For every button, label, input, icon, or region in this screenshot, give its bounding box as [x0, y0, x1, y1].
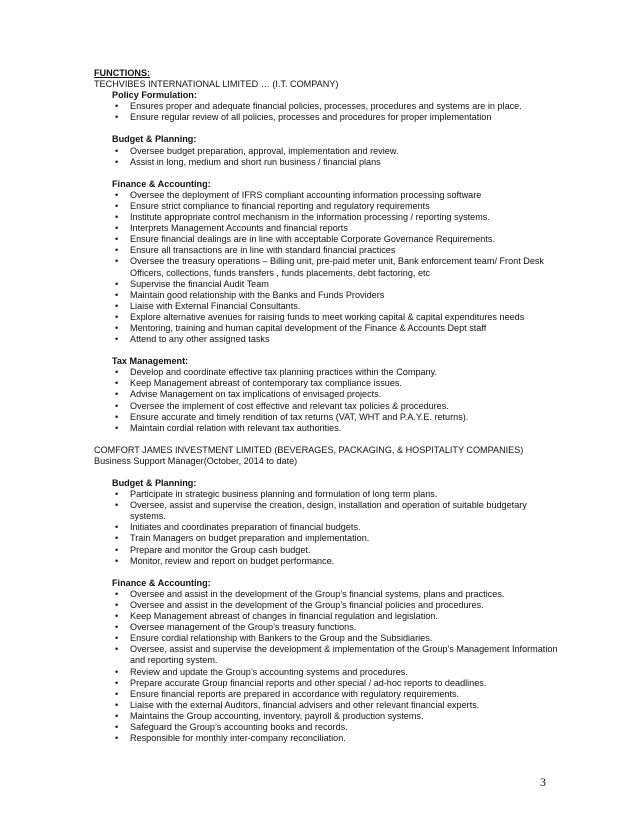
bullet-item: • Ensure financial reports are prepared in accordance with regulatory requirements.: [112, 689, 564, 700]
c1-finance-section: [112, 179, 564, 345]
bullet-item: • Keep Management abreast of changes in financial regulation and legislation.: [112, 611, 564, 622]
bullet-item: • Keep Management abreast of contemporary tax compliance issues.: [112, 378, 564, 389]
company2-role: Business Support Manager(October, 2014 to date): [94, 455, 298, 466]
bullet-item: • Liaise with the external Auditors, financial advisers and other relevant financial experts.: [112, 700, 564, 711]
page-number: 3: [540, 775, 546, 789]
c1-tax-section: [112, 356, 564, 434]
bullet-list: [112, 589, 564, 744]
bullet-item: • Prepare accurate Group financial reports and other special / ad-hoc reports to deadlines.: [112, 678, 564, 689]
bullet-item: • Interprets Management Accounts and financial reports: [112, 223, 564, 234]
bullet-item: • Ensure strict compliance to financial reporting and regulatory requirements: [112, 201, 564, 212]
bullet-item: • Oversee the deployment of IFRS compliant accounting information processing software: [112, 190, 564, 201]
bullet-item: • Liaise with External Financial Consultants.: [112, 301, 564, 312]
document-page: [94, 68, 564, 744]
bullet-item: • Ensure financial dealings are in line with acceptable Corporate Governance Requirements.: [112, 234, 564, 245]
bullet-item: • Oversee, assist and supervise the creation, design, installation and operation of suitable budgetary systems.: [112, 500, 564, 522]
bullet-item: • Train Managers on budget preparation and implementation.: [112, 533, 564, 544]
bullet-item: • Attend to any other assigned tasks: [112, 334, 564, 345]
bullet-item: • Review and update the Group’s accounting systems and procedures.: [112, 667, 564, 678]
c1-policy-section: [112, 90, 564, 123]
bullet-item: • Ensure cordial relationship with Bankers to the Group and the Subsidiaries.: [112, 633, 564, 644]
bullet-list: [112, 190, 564, 345]
bullet-list: [112, 489, 564, 567]
bullet-item: • Develop and coordinate effective tax planning practices within the Company.: [112, 367, 564, 378]
bullet-item: • Maintains the Group accounting, inventory, payroll & production systems.: [112, 711, 564, 722]
section-title: Budget & Planning:: [112, 134, 197, 145]
c1-budget-section: [112, 134, 564, 167]
bullet-item: • Assist in long, medium and short run business / financial plans: [112, 157, 564, 168]
bullet-item: • Advise Management on tax implications of envisaged projects.: [112, 389, 564, 400]
bullet-item: • Oversee the treasury operations – Billing unit, pre-paid meter unit, Bank enforcement team/ Front Desk Officers, collections, funds transfers , funds placements, debt factoring, etc: [112, 256, 564, 278]
bullet-item: • Mentoring, training and human capital development of the Finance & Accounts Dept staff: [112, 323, 564, 334]
section-title: Budget & Planning:: [112, 478, 197, 488]
section-title: Finance & Accounting:: [112, 577, 211, 588]
c2-budget-section: [112, 478, 564, 567]
bullet-item: • Responsible for monthly inter-company reconciliation.: [112, 733, 564, 744]
bullet-item: • Oversee and assist in the development of the Group’s financial policies and procedures.: [112, 600, 564, 611]
section-title: Tax Management:: [112, 356, 189, 367]
bullet-item: • Explore alternative avenues for raising funds to meet working capital & capital expenditures needs: [112, 312, 564, 323]
bullet-list: [112, 367, 564, 434]
section-title: Policy Formulation:: [112, 90, 197, 101]
bullet-item: • Participate in strategic business planning and formulation of long term plans.: [112, 489, 564, 500]
section-title: Finance & Accounting:: [112, 178, 211, 189]
bullet-item: • Prepare and monitor the Group cash budget.: [112, 545, 564, 556]
bullet-list: [112, 101, 564, 123]
bullet-list: [112, 146, 564, 168]
bullet-item: • Ensure all transactions are in line with standard financial practices: [112, 245, 564, 256]
bullet-item: • Oversee the implement of cost effective and relevant tax policies & procedures.: [112, 401, 564, 412]
c2-finance-section: [112, 578, 564, 744]
bullet-item: • Maintain cordial relation with relevant tax authorities.: [112, 423, 564, 434]
bullet-item: • Oversee budget preparation, approval, implementation and review.: [112, 146, 564, 157]
bullet-item: • Oversee, assist and supervise the development & implementation of the Group’s Management Information and reporting system.: [112, 644, 564, 666]
bullet-item: • Safeguard the Group’s accounting books and records.: [112, 722, 564, 733]
bullet-item: • Ensure accurate and timely rendition of tax returns (VAT, WHT and P.A.Y.E. returns).: [112, 412, 564, 423]
functions-heading: FUNCTIONS:: [94, 68, 151, 78]
bullet-item: • Oversee and assist in the development of the Group’s financial systems, plans and practices.: [112, 589, 564, 600]
bullet-item: • Ensures proper and adequate financial policies, processes, procedures and systems are in place.: [112, 101, 564, 112]
bullet-item: • Ensure regular review of all policies, processes and procedures for proper implementation: [112, 112, 564, 123]
bullet-item: • Oversee management of the Group’s treasury functions.: [112, 622, 564, 633]
bullet-item: • Monitor, review and report on budget performance.: [112, 556, 564, 567]
bullet-item: • Supervise the financial Audit Team: [112, 279, 564, 290]
bullet-item: • Maintain good relationship with the Banks and Funds Providers: [112, 290, 564, 301]
bullet-item: • Initiates and coordinates preparation of financial budgets.: [112, 522, 564, 533]
company1-name: TECHVIBES INTERNATIONAL LIMITED … (I.T. COMPANY): [94, 79, 339, 90]
bullet-item: • Institute appropriate control mechanism in the information processing / reporting systems.: [112, 212, 564, 223]
company2-name: COMFORT JAMES INVESTMENT LIMITED (BEVERAGES, PACKAGING, & HOSPITALITY COMPANIES): [94, 444, 524, 455]
